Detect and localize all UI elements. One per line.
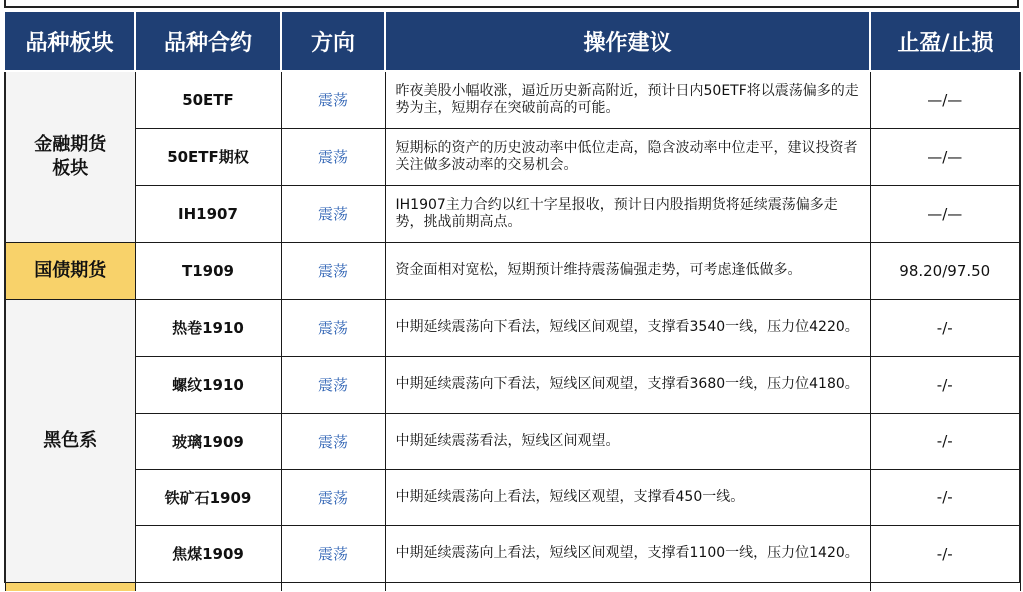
header-contract: 品种合约 — [135, 12, 281, 71]
advice-cell: 中期延续震荡向下看法，短线区间观望，支撑看3540一线，压力位4220。 — [385, 299, 870, 356]
table-row — [5, 128, 1020, 185]
stop-cell: 98.20/97.50 — [870, 242, 1020, 299]
table-row — [5, 71, 1020, 128]
contract-cell: 螺纹1910 — [135, 356, 281, 413]
direction-cell: 震荡 — [281, 469, 385, 525]
contract-cell: IH1907 — [135, 185, 281, 242]
advice-cell: 中期延续震荡向下看法，短线区间观望，支撑看3680一线，压力位4180。 — [385, 356, 870, 413]
contract-cell: 铁矿石1909 — [135, 469, 281, 525]
sector-bond: 国债期货 — [5, 242, 135, 299]
stop-cell: -/- — [870, 525, 1020, 582]
contract-cell: 焦煤1909 — [135, 525, 281, 582]
table-row — [5, 413, 1020, 469]
advice-cell: 昨夜美股小幅收涨，逼近历史新高附近，预计日内50ETF将以震荡偏多的走势为主，短期存在突破前高的可能。 — [385, 71, 870, 128]
table-row — [5, 356, 1020, 413]
stop-cell: -/- — [870, 469, 1020, 525]
advice-cell: IH1907主力合约以红十字星报收，预计日内股指期货将延续震荡偏多走势，挑战前期高点。 — [385, 185, 870, 242]
stop-cell: -/- — [870, 356, 1020, 413]
contract-cell: 50ETF — [135, 71, 281, 128]
cutoff-cell — [135, 582, 281, 591]
direction-cell: 震荡 — [281, 128, 385, 185]
advice-cell: 中期延续震荡向上看法，短线区间观望，支撑看1100一线，压力位1420。 — [385, 525, 870, 582]
advice-cell: 中期延续震荡看法，短线区间观望。 — [385, 413, 870, 469]
header-stop: 止盈/止损 — [870, 12, 1020, 71]
trading-advice-table — [4, 12, 1021, 591]
next-sector-stub — [5, 582, 135, 591]
advice-cell: 资金面相对宽松，短期预计维持震荡偏强走势，可考虑逢低做多。 — [385, 242, 870, 299]
direction-cell: 震荡 — [281, 299, 385, 356]
stop-cell: —/— — [870, 71, 1020, 128]
table-row — [5, 525, 1020, 582]
cutoff-cell — [385, 582, 870, 591]
direction-cell: 震荡 — [281, 356, 385, 413]
advice-cell: 短期标的资产的历史波动率中低位走高，隐含波动率中位走平，建议投资者关注做多波动率的交易机会。 — [385, 128, 870, 185]
stop-cell: -/- — [870, 413, 1020, 469]
stop-cell: —/— — [870, 185, 1020, 242]
sector-black: 黑色系 — [5, 299, 135, 582]
sector-finance — [5, 71, 135, 242]
cutoff-cell — [870, 582, 1020, 591]
sector-finance-label: 金融期货 板块 — [34, 133, 107, 179]
table-row — [5, 185, 1020, 242]
contract-cell: 热卷1910 — [135, 299, 281, 356]
direction-cell: 震荡 — [281, 413, 385, 469]
table-row — [5, 469, 1020, 525]
advice-cell: 中期延续震荡向上看法，短线区观望，支撑看450一线。 — [385, 469, 870, 525]
header-direction: 方向 — [281, 12, 385, 71]
direction-cell: 震荡 — [281, 71, 385, 128]
previous-table-edge — [4, 0, 1019, 8]
stop-cell: —/— — [870, 128, 1020, 185]
direction-cell: 震荡 — [281, 242, 385, 299]
table-row — [5, 242, 1020, 299]
contract-cell: T1909 — [135, 242, 281, 299]
table-row-cutoff — [5, 582, 1020, 591]
cutoff-cell — [281, 582, 385, 591]
header-advice: 操作建议 — [385, 12, 870, 71]
header-row — [5, 12, 1020, 71]
header-sector: 品种板块 — [5, 12, 135, 71]
table-row — [5, 299, 1020, 356]
direction-cell: 震荡 — [281, 525, 385, 582]
contract-cell: 玻璃1909 — [135, 413, 281, 469]
direction-cell: 震荡 — [281, 185, 385, 242]
contract-cell: 50ETF期权 — [135, 128, 281, 185]
stop-cell: -/- — [870, 299, 1020, 356]
